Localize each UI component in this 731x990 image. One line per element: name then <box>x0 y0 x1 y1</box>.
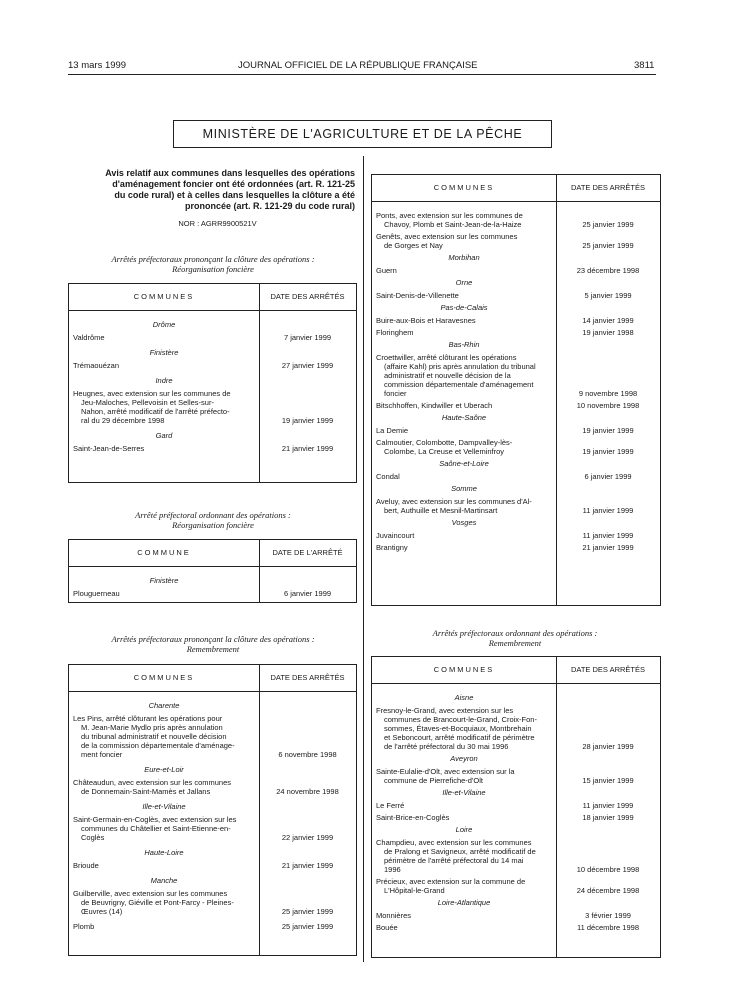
region-heading: Vosges <box>451 518 477 527</box>
commune-line: Calmoutier, Colombotte, Dampvalley-lès- <box>376 438 513 447</box>
region-heading: Eure-et-Loir <box>144 765 184 774</box>
region-heading: Orne <box>455 278 473 287</box>
table-row <box>372 877 660 895</box>
commune-line: L'Hôpital-le-Grand <box>384 886 445 895</box>
commune-line: Brioude <box>73 861 99 870</box>
table-row <box>69 922 356 931</box>
date-cell: 22 janvier 1999 <box>281 833 334 842</box>
commune-cell <box>376 923 552 932</box>
table-row <box>372 706 660 751</box>
commune-line: Guilberville, avec extension sur les communes <box>73 889 228 898</box>
date-cell: 11 janvier 1999 <box>582 801 634 810</box>
subtitle-line: Remembrement <box>488 638 542 648</box>
commune-line: Bouée <box>376 923 398 932</box>
table-row <box>372 472 660 481</box>
commune-cell <box>376 706 552 751</box>
notice-title-line: du code rural) et à celles dans lesquelles la clôture a été <box>114 190 355 200</box>
commune-line: Le Ferré <box>376 801 405 810</box>
date-cell: 7 janvier 1999 <box>283 333 332 342</box>
region-heading: Loire-Atlantique <box>437 898 491 907</box>
region-heading: Aveyron <box>450 754 478 763</box>
date-cell: 11 janvier 1999 <box>582 531 634 540</box>
table-row <box>372 801 660 810</box>
commune-cell <box>376 838 552 874</box>
commune-line: Saint-Jean-de-Serres <box>73 444 145 453</box>
region-heading: Somme <box>451 484 477 493</box>
commune-line: Coglès <box>81 833 105 842</box>
column-separator <box>363 156 364 962</box>
date-cell: 25 janvier 1999 <box>582 220 634 229</box>
commune-cell <box>73 922 255 931</box>
commune-line: Saint-Brice-en-Coglès <box>376 813 450 822</box>
commune-line: de l'arrêté préfectoral du 30 mai 1996 <box>384 742 509 751</box>
date-cell: 14 janvier 1999 <box>582 316 634 325</box>
subtitle-line: Remembrement <box>186 644 240 654</box>
commune-line: Colombe, La Creuse et Velleminfroy <box>384 447 505 456</box>
date-cell: 5 janvier 1999 <box>584 291 632 300</box>
date-cell: 21 janvier 1999 <box>281 444 334 453</box>
commune-line: Châteaudun, avec extension sur les communes <box>73 778 232 787</box>
journal-title: JOURNAL OFFICIEL DE LA RÉPUBLIQUE FRANÇAISE <box>238 60 478 71</box>
column-header-communes: COMMUNES <box>69 665 259 692</box>
commune-line: Champdieu, avec extension sur les communes <box>376 838 532 847</box>
commune-cell <box>376 911 552 920</box>
date-cell: 6 janvier 1999 <box>584 472 632 481</box>
date-cell: 25 janvier 1999 <box>281 922 334 931</box>
column-header-date: DATE DES ARRÊTÉS <box>259 284 356 311</box>
table-row <box>372 767 660 785</box>
commune-cell <box>376 543 552 552</box>
commune-line: Trémaouézan <box>73 361 119 370</box>
commune-cell <box>376 877 552 895</box>
page-number: 3811 <box>634 60 655 71</box>
commune-cell <box>376 401 552 410</box>
date-cell: 27 janvier 1999 <box>281 361 334 370</box>
header-date: 13 mars 1999 <box>68 60 127 71</box>
notice-title-line: Avis relatif aux communes dans lesquelles des opérations <box>105 168 355 178</box>
commune-line: de Pralong et Savigneux, arrêté modificatif de <box>384 847 536 856</box>
commune-line: Œuvres (14) <box>81 907 123 916</box>
commune-cell <box>376 801 552 810</box>
region-heading: Gard <box>155 431 173 440</box>
ministry-banner: MINISTÈRE DE L'AGRICULTURE ET DE LA PÊCHE <box>173 120 552 148</box>
commune-line: Juvaincourt <box>376 531 415 540</box>
date-cell: 24 novembre 1998 <box>276 787 339 796</box>
commune-line: Floringhem <box>376 328 414 337</box>
commune-line: ral du 29 décembre 1998 <box>81 416 165 425</box>
region-heading: Manche <box>150 876 178 885</box>
commune-cell <box>73 861 255 870</box>
region-heading: Indre <box>155 376 173 385</box>
column-header-date: DATE DES ARRÊTÉS <box>556 175 660 202</box>
table-row <box>69 361 356 370</box>
date-cell: 3 février 1999 <box>585 911 631 920</box>
commune-line: Fresnoy-le-Grand, avec extension sur les <box>376 706 514 715</box>
column-header-communes: COMMUNES <box>69 284 259 311</box>
date-cell: 6 janvier 1999 <box>283 589 332 598</box>
column-header-communes: COMMUNES <box>372 175 556 202</box>
notice-title-line: d'aménagement foncier ont été ordonnées (art. R. 121-25 <box>112 179 355 189</box>
region-heading: Charente <box>148 701 180 710</box>
subtitle-line: Arrêtés préfectoraux ordonnant des opérations : <box>432 628 598 638</box>
commune-line: de la commission départementale d'aménage- <box>81 741 235 750</box>
table-remembrement-cloture <box>68 664 357 956</box>
date-cell: 25 janvier 1999 <box>281 907 334 916</box>
date-cell: 6 novembre 1998 <box>278 750 337 759</box>
commune-line: Condal <box>376 472 400 481</box>
nor-reference: NOR : AGRR9900521V <box>178 219 257 228</box>
commune-cell <box>73 361 255 370</box>
commune-cell <box>73 815 255 842</box>
commune-line: Saint-Denis-de-Villenette <box>376 291 459 300</box>
commune-cell <box>73 778 255 796</box>
section3-subtitle <box>68 634 358 654</box>
date-cell: 24 décembre 1998 <box>576 886 640 895</box>
commune-line: Monnières <box>376 911 412 920</box>
table-row <box>372 211 660 229</box>
table-row <box>372 328 660 337</box>
date-cell: 10 novembre 1998 <box>576 401 640 410</box>
table-row <box>372 838 660 874</box>
commune-line: et Seboncourt, arrêté modificatif de périmètre <box>384 733 535 742</box>
table-row <box>69 444 356 453</box>
commune-line: commune de Pierrefiche-d'Olt <box>384 776 483 785</box>
table-row <box>69 589 356 598</box>
commune-line: Genêts, avec extension sur les communes <box>376 232 518 241</box>
commune-line: ment foncier <box>81 750 123 759</box>
commune-line: foncier <box>384 389 407 398</box>
region-heading: Bas-Rhin <box>448 340 480 349</box>
commune-line: Aveluy, avec extension sur les communes d'Al- <box>376 497 532 506</box>
commune-line: communes du Châtellier et Saint-Etienne-en- <box>81 824 231 833</box>
table-remembrement-cloture-suite <box>371 174 661 606</box>
commune-cell <box>376 266 552 275</box>
table-row <box>69 815 356 842</box>
date-cell: 19 janvier 1998 <box>582 328 634 337</box>
commune-line: Brantigny <box>376 543 408 552</box>
commune-cell <box>376 813 552 822</box>
commune-cell <box>376 316 552 325</box>
table-row <box>372 543 660 552</box>
commune-line: périmètre de l'arrêté préfectoral du 14 mai <box>384 856 524 865</box>
commune-cell <box>376 497 552 515</box>
region-heading: Loire <box>455 825 473 834</box>
commune-line: de Gorges et Nay <box>384 241 443 250</box>
column-header-communes: COMMUNE <box>69 540 259 567</box>
column-header-date: DATE DES ARRÊTÉS <box>556 657 660 684</box>
table-row <box>372 291 660 300</box>
date-cell: 19 janvier 1999 <box>582 426 634 435</box>
header-rule <box>68 74 656 75</box>
date-cell: 15 janvier 1999 <box>582 776 634 785</box>
table-row <box>372 923 660 932</box>
table-row <box>372 813 660 822</box>
date-cell: 11 décembre 1998 <box>577 923 639 932</box>
commune-cell <box>376 328 552 337</box>
commune-cell <box>376 531 552 540</box>
commune-line: administratif et nouvelle décision de la <box>384 371 511 380</box>
region-heading: Finistère <box>149 348 179 357</box>
commune-cell <box>73 889 255 916</box>
commune-cell <box>376 211 552 229</box>
date-cell: 11 janvier 1999 <box>582 506 634 515</box>
region-heading: Ille-et-Vilaine <box>142 802 186 811</box>
commune-cell <box>376 353 552 398</box>
table-row <box>69 778 356 796</box>
date-cell: 21 janvier 1999 <box>281 861 334 870</box>
section5-subtitle <box>371 628 659 648</box>
subtitle-line: Arrêté préfectoral ordonnant des opérations : <box>135 510 291 520</box>
commune-line: Plomb <box>73 922 95 931</box>
table-row <box>372 911 660 920</box>
commune-line: commission départementale d'aménagement <box>384 380 534 389</box>
commune-line: du tribunal administratif et nouvelle décision <box>81 732 227 741</box>
commune-cell <box>73 714 255 759</box>
region-heading: Aisne <box>454 693 474 702</box>
region-heading: Pas-de-Calais <box>440 303 488 312</box>
commune-line: communes de Brancourt-le-Grand, Croix-Fon- <box>384 715 537 724</box>
subtitle-line: Réorganisation foncière <box>172 264 254 274</box>
table-row <box>69 861 356 870</box>
date-cell: 28 janvier 1999 <box>582 742 634 751</box>
subtitle-line: Réorganisation foncière <box>172 520 254 530</box>
commune-line: Précieux, avec extension sur la commune de <box>376 877 526 886</box>
region-heading: Drôme <box>152 320 176 329</box>
table-reorganisation-cloture <box>68 283 357 483</box>
date-cell: 25 janvier 1999 <box>582 241 634 250</box>
commune-line: Croettwiller, arrêté clôturant les opérations <box>376 353 517 362</box>
table-row <box>372 266 660 275</box>
commune-line: 1996 <box>384 865 401 874</box>
region-heading: Ille-et-Vilaine <box>442 788 486 797</box>
table-row <box>372 353 660 398</box>
date-cell: 19 janvier 1999 <box>281 416 334 425</box>
commune-line: M. Jean-Marie Mydlo pris après annulation <box>81 723 223 732</box>
table-row <box>372 401 660 410</box>
column-header-communes: COMMUNES <box>372 657 556 684</box>
date-cell: 21 janvier 1999 <box>582 543 634 552</box>
commune-line: Heugnes, avec extension sur les communes de <box>73 389 231 398</box>
commune-line: Sainte-Eulalie-d'Olt, avec extension sur la <box>376 767 515 776</box>
notice-title-line: prononcée (art. R. 121-29 du code rural) <box>184 201 355 211</box>
commune-cell <box>376 291 552 300</box>
region-heading: Saône-et-Loire <box>439 459 489 468</box>
table-row <box>372 497 660 515</box>
table-row <box>69 333 356 342</box>
commune-line: Saint-Germain-en-Coglès, avec extension sur les <box>73 815 237 824</box>
table-reorganisation-ordonnance <box>68 539 357 603</box>
commune-cell <box>73 444 255 453</box>
table-remembrement-ordonnance <box>371 656 661 958</box>
commune-line: (affaire Kahl) pris après annulation du tribunal <box>384 362 536 371</box>
commune-cell <box>376 472 552 481</box>
commune-cell <box>73 589 255 598</box>
commune-line: Nahon, arrêté modificatif de l'arrêté préfecto- <box>81 407 230 416</box>
table-row <box>69 389 356 425</box>
commune-line: Les Pins, arrêté clôturant les opérations pour <box>73 714 223 723</box>
section1-subtitle <box>68 254 358 274</box>
notice-title <box>62 168 355 212</box>
commune-line: La Demie <box>376 426 409 435</box>
subtitle-line: Arrêtés préfectoraux prononçant la clôture des opérations : <box>111 254 315 264</box>
commune-line: Chavoy, Plomb et Saint-Jean-de-la-Haize <box>384 220 522 229</box>
region-heading: Morbihan <box>448 253 480 262</box>
date-cell: 9 novembre 1998 <box>578 389 638 398</box>
commune-line: de Beuvrigny, Giéville et Pont-Farcy - Pleines- <box>81 898 234 907</box>
commune-line: Jeu-Maloches, Pellevoisin et Selles-sur- <box>81 398 214 407</box>
commune-cell <box>73 389 255 425</box>
date-cell: 19 janvier 1999 <box>582 447 634 456</box>
column-header-date: DATE DE L'ARRÊTÉ <box>259 540 356 567</box>
commune-line: bert, Authuille et Mesnil-Martinsart <box>384 506 498 515</box>
region-heading: Haute-Saône <box>441 413 487 422</box>
commune-line: Guern <box>376 266 397 275</box>
table-row <box>372 232 660 250</box>
column-header-date: DATE DES ARRÊTÉS <box>259 665 356 692</box>
date-cell: 10 décembre 1998 <box>576 865 640 874</box>
date-cell: 18 janvier 1999 <box>582 813 634 822</box>
commune-line: Bitschhoffen, Kindwiller et Uberach <box>376 401 493 410</box>
commune-line: de Donnemain-Saint-Mamès et Jallans <box>81 787 211 796</box>
commune-cell <box>376 232 552 250</box>
section2-subtitle <box>68 510 358 530</box>
commune-cell <box>73 333 255 342</box>
commune-cell <box>376 426 552 435</box>
region-heading: Haute-Loire <box>144 848 184 857</box>
commune-line: Buire-aux-Bois et Haravesnes <box>376 316 476 325</box>
commune-line: Ponts, avec extension sur les communes de <box>376 211 523 220</box>
table-row <box>372 316 660 325</box>
table-row <box>372 426 660 435</box>
subtitle-line: Arrêtés préfectoraux prononçant la clôture des opérations : <box>111 634 315 644</box>
commune-cell <box>376 767 552 785</box>
table-row <box>69 889 356 916</box>
commune-line: sommes, Étaves-et-Bocquiaux, Montbrehain <box>384 724 532 733</box>
table-row <box>69 714 356 759</box>
commune-line: Plouguerneau <box>73 589 120 598</box>
table-row <box>372 531 660 540</box>
date-cell: 23 décembre 1998 <box>576 266 640 275</box>
table-row <box>372 438 660 456</box>
region-heading: Finistère <box>149 576 179 585</box>
commune-line: Valdrôme <box>73 333 105 342</box>
commune-cell <box>376 438 552 456</box>
